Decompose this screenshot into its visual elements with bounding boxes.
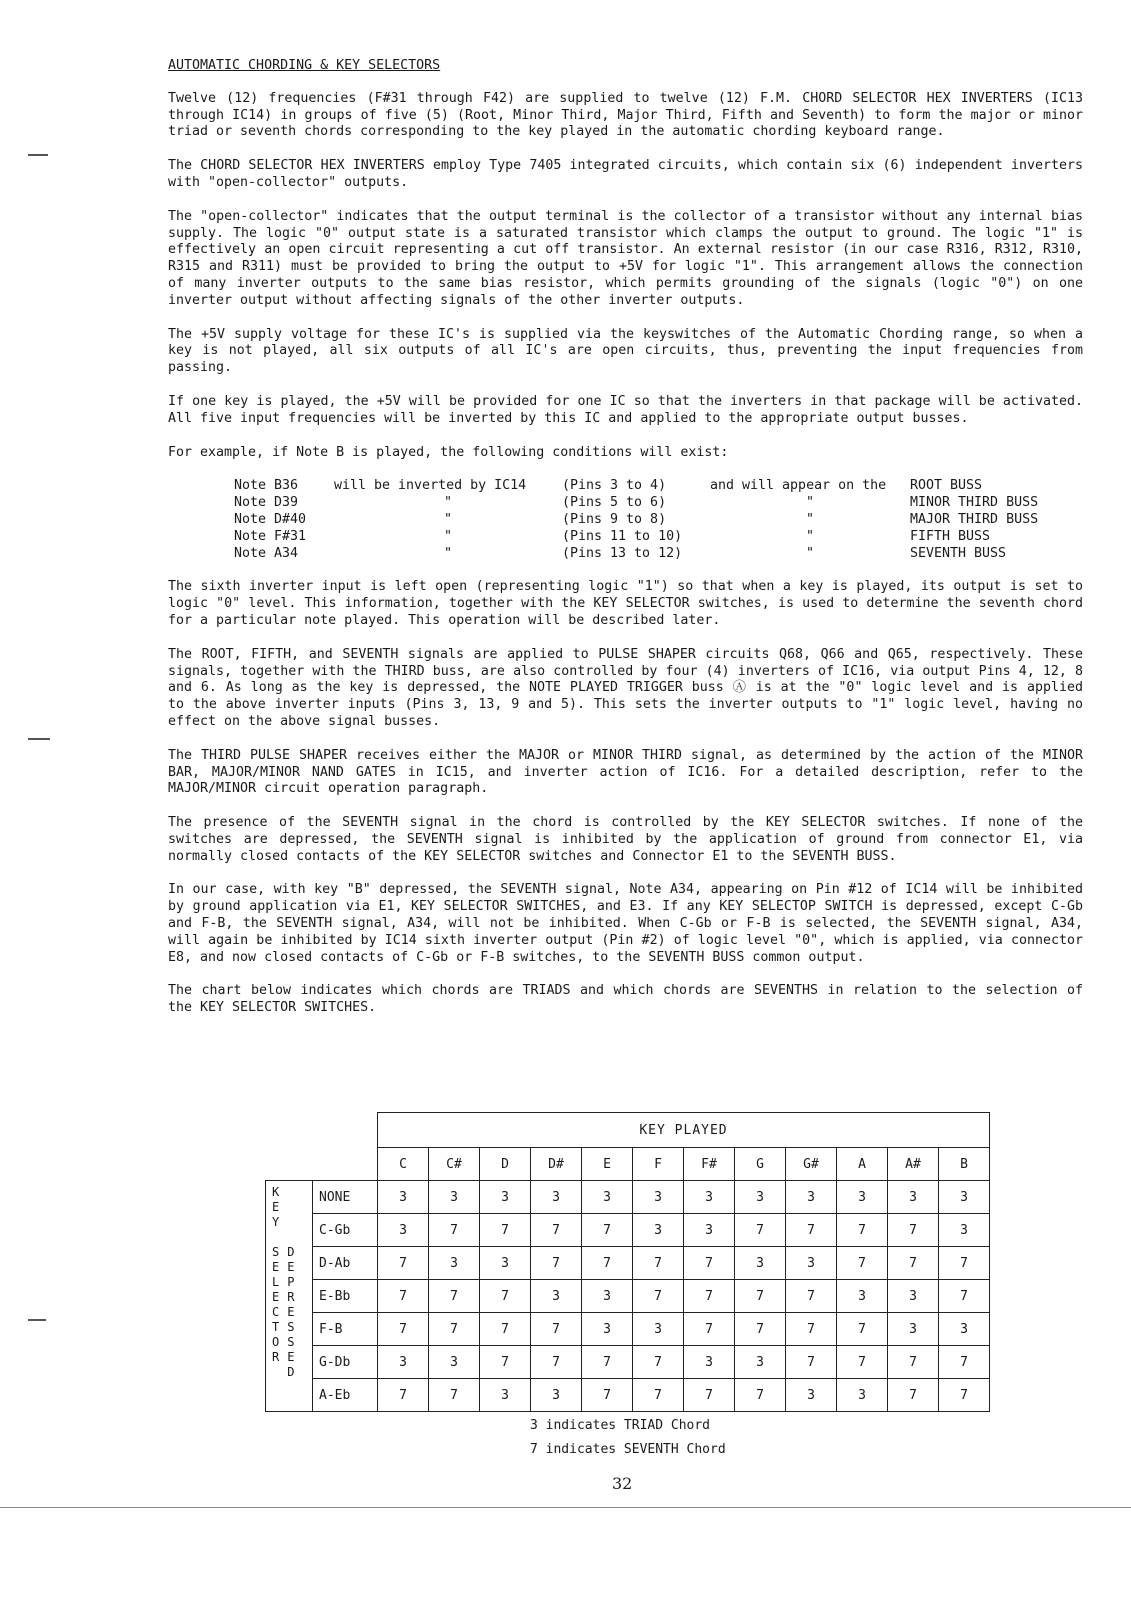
side-label-letter: S <box>287 1335 295 1349</box>
chord-value-cell: 3 <box>480 1379 531 1412</box>
example-row <box>234 529 1083 546</box>
chord-value-cell: 7 <box>480 1280 531 1313</box>
key-header-cell: A <box>837 1148 888 1181</box>
side-label-letter: K <box>272 1185 280 1199</box>
side-label-letter: R <box>287 1290 295 1304</box>
chord-value-cell: 3 <box>378 1181 429 1214</box>
chord-value-cell: 7 <box>531 1346 582 1379</box>
paragraph: The sixth inverter input is left open (representing logic "1") so that when a key is played, its output is set to logic "0" level. This information, together with the KEY SELECTOR switches, is used to determine the seventh chord for a particular note played. This operation will be described later. <box>168 579 1083 628</box>
example-row <box>234 546 1083 563</box>
side-label-letter <box>287 1200 294 1215</box>
example-inverter: " <box>443 511 452 527</box>
chord-value-cell: 7 <box>531 1313 582 1346</box>
key-header-cell: F# <box>684 1148 735 1181</box>
side-label-letter: D <box>287 1365 295 1379</box>
key-header-cell: D# <box>531 1148 582 1181</box>
key-selector-side-label <box>266 1181 313 1412</box>
side-label-letter: E <box>287 1305 295 1319</box>
chord-value-cell: 3 <box>939 1313 990 1346</box>
chord-value-cell: 7 <box>480 1214 531 1247</box>
chord-value-cell: 3 <box>531 1280 582 1313</box>
table-corner <box>266 1113 378 1148</box>
example-pins: (Pins 3 to 4) <box>562 478 667 494</box>
section-heading: AUTOMATIC CHORDING & KEY SELECTORS <box>168 58 441 73</box>
chord-value-cell: 7 <box>582 1247 633 1280</box>
chord-value-cell: 7 <box>684 1280 735 1313</box>
page-number: 32 <box>612 1474 633 1493</box>
example-note: Note A34 <box>234 545 299 561</box>
chord-value-cell: 7 <box>429 1280 480 1313</box>
chord-value-cell: 3 <box>837 1280 888 1313</box>
chord-value-cell: 7 <box>582 1379 633 1412</box>
side-label-letter: E <box>272 1290 280 1304</box>
paragraph: In our case, with key "B" depressed, the SEVENTH signal, Note A34, appearing on Pin #12 of IC14 will be inhibited by ground application via E1, KEY SELECTOR SWITCHES, and E3. If any KEY SELECTOP SWITCH is depressed, except C-Gb and F-B, the SEVENTH signal, A34, will not be inhibited. When C-Gb or F-B is selected, the SEVENTH signal, A34, will again be inhibited by IC14 sixth inverter output (Pin #2) of logic level "0", which is applied, via connector E8, and now closed contacts of C-Gb or F-B switches, to the SEVENTH BUSS common output. <box>168 882 1083 965</box>
chord-value-cell: 3 <box>939 1214 990 1247</box>
legend-triad: 3 indicates TRIAD Chord <box>530 1418 711 1433</box>
chord-chart <box>265 1112 990 1412</box>
example-note: Note D39 <box>234 495 299 511</box>
example-appear: " <box>805 511 814 527</box>
chart-row <box>266 1379 990 1412</box>
example-appear: " <box>805 528 814 544</box>
key-header-cell: F <box>633 1148 684 1181</box>
margin-mark <box>28 738 50 740</box>
key-header-cell: D <box>480 1148 531 1181</box>
chord-value-cell: 7 <box>429 1214 480 1247</box>
chord-value-cell: 3 <box>480 1181 531 1214</box>
chart-row <box>266 1181 990 1214</box>
chord-value-cell: 3 <box>633 1214 684 1247</box>
chord-table <box>265 1112 990 1412</box>
chord-value-cell: 3 <box>888 1313 939 1346</box>
example-note: Note F#31 <box>234 528 307 544</box>
chord-value-cell: 7 <box>786 1280 837 1313</box>
chord-value-cell: 7 <box>786 1346 837 1379</box>
chord-value-cell: 7 <box>888 1214 939 1247</box>
selector-name-cell: E-Bb <box>313 1280 378 1313</box>
side-label-letter: R <box>272 1350 280 1364</box>
chord-value-cell: 7 <box>837 1313 888 1346</box>
chord-value-cell: 3 <box>633 1181 684 1214</box>
paragraph: The "open-collector" indicates that the output terminal is the collector of a transistor without any internal bias supply. The logic "0" output state is a saturated transistor which clamps the output to ground. The logic "1" is effectively an open circuit representing a cut off transistor. An external resistor (in our case R316, R312, R310, R315 and R311) must be provided to bring the output to +5V for logic "1". This arrangement allows the connection of many inverter outputs to the same bias resistor, which permits grounding of the signals (logic "0") on one inverter output without affecting signals of the other inverter outputs. <box>168 208 1083 308</box>
chord-value-cell: 7 <box>429 1313 480 1346</box>
page-body <box>168 58 1083 1034</box>
chord-value-cell: 7 <box>633 1247 684 1280</box>
side-label-letter: Y <box>272 1215 280 1229</box>
example-buss: ROOT BUSS <box>910 478 983 494</box>
chord-value-cell: 7 <box>939 1379 990 1412</box>
key-header-cell: C <box>378 1148 429 1181</box>
example-note: Note B36 <box>234 478 299 494</box>
chord-value-cell: 3 <box>480 1247 531 1280</box>
paragraph: For example, if Note B is played, the following conditions will exist: <box>168 444 729 460</box>
paragraph: The CHORD SELECTOR HEX INVERTERS employ Type 7405 integrated circuits, which contain six (6) independent inverters with "open-collector" outputs. <box>168 158 1083 190</box>
chord-value-cell: 7 <box>939 1280 990 1313</box>
chord-value-cell: 3 <box>531 1379 582 1412</box>
side-label-letter: P <box>287 1275 295 1289</box>
chord-value-cell: 7 <box>633 1280 684 1313</box>
side-label-letter: O <box>272 1335 280 1349</box>
selector-name-cell: G-Db <box>313 1346 378 1379</box>
chord-value-cell: 3 <box>582 1313 633 1346</box>
legend-seventh: 7 indicates SEVENTH Chord <box>530 1442 726 1457</box>
bottom-rule <box>0 1507 1131 1508</box>
side-label-letter: E <box>287 1350 295 1364</box>
chord-value-cell: 3 <box>684 1181 735 1214</box>
example-buss: MAJOR THIRD BUSS <box>910 511 1039 527</box>
selector-name-cell: D-Ab <box>313 1247 378 1280</box>
key-header-cell: A# <box>888 1148 939 1181</box>
example-list <box>234 478 1083 562</box>
side-label-letter: L <box>272 1275 280 1289</box>
chord-value-cell: 7 <box>582 1346 633 1379</box>
key-header-cell: B <box>939 1148 990 1181</box>
chord-value-cell: 3 <box>888 1181 939 1214</box>
chord-value-cell: 7 <box>684 1313 735 1346</box>
chord-value-cell: 7 <box>939 1346 990 1379</box>
table-corner <box>266 1148 378 1181</box>
chord-value-cell: 3 <box>888 1280 939 1313</box>
chord-value-cell: 3 <box>735 1181 786 1214</box>
side-label-letter: E <box>272 1200 280 1214</box>
example-pins: (Pins 5 to 6) <box>562 495 667 511</box>
chord-value-cell: 3 <box>582 1181 633 1214</box>
chord-value-cell: 7 <box>888 1346 939 1379</box>
paragraph: The ROOT, FIFTH, and SEVENTH signals are applied to PULSE SHAPER circuits Q68, Q66 and Q65, respectively. These signals, together with the THIRD buss, are also controlled by four (4) inverters of IC16, via output Pins 4, 12, 8 and 6. As long as the key is depressed, the NOTE PLAYED TRIGGER buss Ⓐ is at the "0" logic level and is applied to the above inverter inputs (Pins 3, 13, 9 and 5). This sets the inverter outputs to "1" logic level, having no effect on the above signal busses. <box>168 646 1083 729</box>
paragraph: Twelve (12) frequencies (F#31 through F42) are supplied to twelve (12) F.M. CHORD SELECTOR HEX INVERTERS (IC13 through IC14) in groups of five (5) (Root, Minor Third, Major Third, Fifth and Seventh) to form the major or minor triad or seventh chords corresponding to the key played in the automatic chording keyboard range. <box>168 90 1083 140</box>
selector-name-cell: NONE <box>313 1181 378 1214</box>
chord-value-cell: 3 <box>429 1247 480 1280</box>
chord-value-cell: 7 <box>735 1280 786 1313</box>
key-header-row <box>266 1148 990 1181</box>
chord-value-cell: 7 <box>888 1379 939 1412</box>
chord-value-cell: 3 <box>429 1346 480 1379</box>
chord-value-cell: 3 <box>582 1280 633 1313</box>
key-header-cell: G# <box>786 1148 837 1181</box>
side-label-letter <box>287 1215 294 1230</box>
chord-value-cell: 7 <box>684 1247 735 1280</box>
chord-value-cell: 7 <box>735 1313 786 1346</box>
chord-value-cell: 7 <box>735 1214 786 1247</box>
chord-value-cell: 7 <box>684 1379 735 1412</box>
chord-value-cell: 7 <box>633 1379 684 1412</box>
key-header-cell: G <box>735 1148 786 1181</box>
example-row <box>234 512 1083 529</box>
example-inverter: " <box>443 528 452 544</box>
selector-name-cell: A-Eb <box>313 1379 378 1412</box>
chord-value-cell: 3 <box>378 1346 429 1379</box>
chord-value-cell: 3 <box>786 1181 837 1214</box>
chord-value-cell: 7 <box>786 1313 837 1346</box>
example-appear: and will appear on the <box>710 478 887 494</box>
selector-name-cell: F-B <box>313 1313 378 1346</box>
side-label-letter <box>272 1230 279 1245</box>
example-pins: (Pins 11 to 10) <box>562 528 683 544</box>
example-note: Note D#40 <box>234 511 307 527</box>
paragraph: The chart below indicates which chords are TRIADS and which chords are SEVENTHS in relation to the selection of the KEY SELECTOR SWITCHES. <box>168 983 1083 1016</box>
example-row <box>234 495 1083 512</box>
chord-value-cell: 7 <box>378 1280 429 1313</box>
chord-value-cell: 3 <box>837 1181 888 1214</box>
chord-value-cell: 3 <box>531 1181 582 1214</box>
chord-value-cell: 7 <box>429 1379 480 1412</box>
chord-value-cell: 7 <box>531 1214 582 1247</box>
key-header-cell: E <box>582 1148 633 1181</box>
chord-value-cell: 7 <box>378 1247 429 1280</box>
chord-value-cell: 7 <box>378 1379 429 1412</box>
side-label-letter: E <box>272 1260 280 1274</box>
chart-row <box>266 1280 990 1313</box>
chord-value-cell: 3 <box>684 1346 735 1379</box>
paragraph: The presence of the SEVENTH signal in the chord is controlled by the KEY SELECTOR switches. If none of the switches are depressed, the SEVENTH signal is inhibited by the application of ground from connector E1, via normally closed contacts of the KEY SELECTOR switches and Connector E1 to the SEVENTH BUSS. <box>168 815 1083 864</box>
chord-value-cell: 7 <box>633 1346 684 1379</box>
chord-value-cell: 7 <box>837 1247 888 1280</box>
chord-value-cell: 3 <box>378 1214 429 1247</box>
chart-row <box>266 1247 990 1280</box>
side-label-letter: C <box>272 1305 280 1319</box>
chord-value-cell: 3 <box>633 1313 684 1346</box>
chord-value-cell: 7 <box>582 1214 633 1247</box>
margin-mark <box>28 154 48 156</box>
side-label-letter: S <box>287 1320 295 1334</box>
example-buss: SEVENTH BUSS <box>910 545 1007 561</box>
chord-value-cell: 7 <box>480 1346 531 1379</box>
example-pins: (Pins 13 to 12) <box>562 545 683 561</box>
selector-name-cell: C-Gb <box>313 1214 378 1247</box>
example-inverter: will be inverted by IC14 <box>334 478 527 494</box>
chord-value-cell: 7 <box>837 1346 888 1379</box>
side-label-letter: E <box>287 1260 295 1274</box>
margin-mark <box>28 1319 46 1321</box>
example-appear: " <box>805 495 814 511</box>
example-pins: (Pins 9 to 8) <box>562 511 667 527</box>
side-label-letter <box>287 1185 294 1200</box>
table-title: KEY PLAYED <box>378 1113 990 1148</box>
key-header-cell: C# <box>429 1148 480 1181</box>
chart-row <box>266 1313 990 1346</box>
chord-value-cell: 3 <box>735 1346 786 1379</box>
chord-value-cell: 7 <box>786 1214 837 1247</box>
chart-row <box>266 1346 990 1379</box>
example-buss: MINOR THIRD BUSS <box>910 495 1039 511</box>
chord-value-cell: 7 <box>939 1247 990 1280</box>
paragraph: The +5V supply voltage for these IC's is supplied via the keyswitches of the Automatic Chording range, so when a key is not played, all six outputs of all IC's are open circuits, thus, preventing the input frequencies from passing. <box>168 326 1083 376</box>
chord-value-cell: 3 <box>684 1214 735 1247</box>
chord-value-cell: 3 <box>786 1247 837 1280</box>
chord-value-cell: 7 <box>480 1313 531 1346</box>
chord-value-cell: 3 <box>735 1247 786 1280</box>
side-label-letter: S <box>272 1245 280 1259</box>
chord-value-cell: 7 <box>531 1247 582 1280</box>
example-inverter: " <box>443 545 452 561</box>
chord-value-cell: 3 <box>429 1181 480 1214</box>
chord-value-cell: 7 <box>735 1379 786 1412</box>
example-buss: FIFTH BUSS <box>910 528 991 544</box>
chord-value-cell: 3 <box>939 1181 990 1214</box>
side-label-letter: T <box>272 1320 280 1334</box>
example-row <box>234 478 1083 495</box>
side-label-letter <box>287 1230 294 1245</box>
chord-value-cell: 7 <box>378 1313 429 1346</box>
chord-value-cell: 3 <box>786 1379 837 1412</box>
chord-value-cell: 7 <box>888 1247 939 1280</box>
paragraph: The THIRD PULSE SHAPER receives either the MAJOR or MINOR THIRD signal, as determined by the action of the MINOR BAR, MAJOR/MINOR NAND GATES in IC15, and inverter action of IC16. For a detailed description, refer to the MAJOR/MINOR circuit operation paragraph. <box>168 747 1083 797</box>
example-inverter: " <box>443 495 452 511</box>
chord-value-cell: 7 <box>837 1214 888 1247</box>
side-label-letter: D <box>287 1245 295 1259</box>
chart-row <box>266 1214 990 1247</box>
example-appear: " <box>805 545 814 561</box>
chord-value-cell: 3 <box>837 1379 888 1412</box>
paragraph: If one key is played, the +5V will be provided for one IC so that the inverters in that package will be activated. All five input frequencies will be inverted by this IC and applied to the appropriate output busses. <box>168 393 1083 426</box>
